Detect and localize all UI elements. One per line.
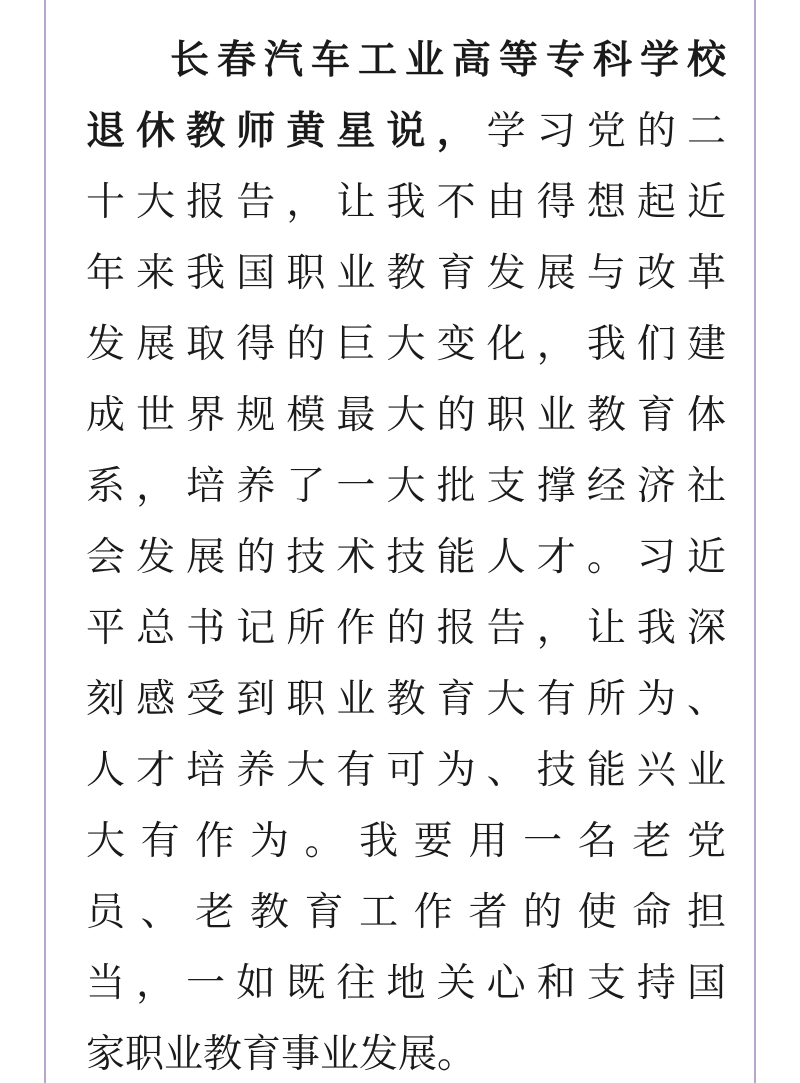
- article-line-4: 年来我国职业教育发展与改革: [86, 251, 726, 296]
- article-line-9: 平总书记所作的报告，让我深: [86, 606, 726, 651]
- article-line-11: 人才培养大有可为、技能兴业: [86, 748, 726, 793]
- article-line-7: 系，培养了一大批支撑经济社: [86, 464, 726, 509]
- article-body: [86, 25, 726, 1083]
- article-line-13: 员、老教育工作者的使命担: [86, 890, 726, 935]
- article-line-8: 会发展的技术技能人才。习近: [86, 535, 726, 580]
- article-line-14: 当，一如既往地关心和支持国: [86, 961, 726, 1006]
- speaker-intro: 长春汽车工业高等专科学校: [170, 38, 726, 83]
- article-line-12: 大有作为。我要用一名老党: [86, 819, 726, 864]
- article-line-3: 十大报告，让我不由得想起近: [86, 180, 726, 225]
- speaker-name: 退休教师黄星说，: [86, 109, 487, 154]
- article-line-5: 发展取得的巨大变化，我们建: [86, 322, 726, 367]
- right-border-rule: [754, 0, 756, 1083]
- article-line-10: 刻感受到职业教育大有所为、: [86, 677, 726, 722]
- article-line-1: [86, 25, 726, 96]
- article-line-15: 家职业教育事业发展。: [86, 1032, 477, 1077]
- article-line-6: 成世界规模最大的职业教育体: [86, 393, 726, 438]
- left-border-rule: [44, 0, 46, 1083]
- article-line-2: 退休教师黄星说，学习党的二: [86, 109, 726, 154]
